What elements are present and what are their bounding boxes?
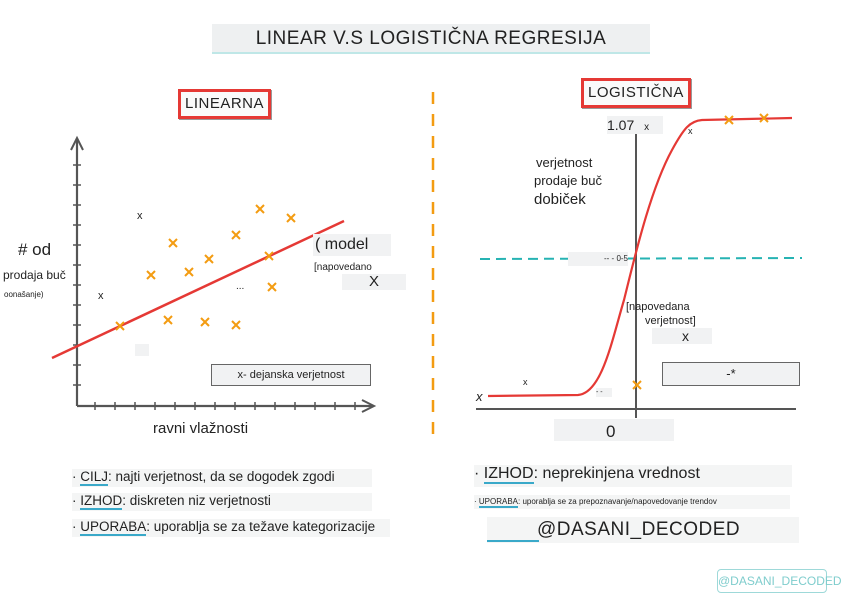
data-point <box>169 239 177 247</box>
handle-text: @DASANI_DECODED <box>487 517 799 543</box>
right-small-x: x <box>523 377 528 387</box>
left-ylabel-line1: # od <box>18 240 52 259</box>
left-legend: x- dejanska verjetnost <box>211 364 371 386</box>
left-ylabel-line2: prodaja buč <box>3 268 66 282</box>
data-point <box>256 205 264 213</box>
linear-data-points <box>116 205 295 330</box>
bullet-right-1: · IZHOD: neprekinjena vrednost <box>474 465 792 487</box>
right-x-left: x <box>476 389 483 404</box>
right-curve-marker: x <box>688 126 693 136</box>
watermark-logo: @DASANI_DECODED <box>717 569 827 593</box>
bullet-right-1-key: IZHOD <box>483 465 534 482</box>
sigmoid-curve <box>488 118 792 396</box>
data-point <box>268 283 276 291</box>
left-xlabel: ravni vlažnosti <box>153 420 249 437</box>
left-model-line1: ( model <box>313 234 391 256</box>
left-model-line2: [napovedano <box>314 262 372 273</box>
right-y-top-mark: x <box>644 122 650 133</box>
bullet-left-1-key: CILJ <box>80 469 109 484</box>
bullet-left-2-key: IZHOD <box>80 493 123 508</box>
bullet-left-3-text: : uporablja se za težave kategorizacije <box>146 519 376 534</box>
bullet-left-3: · UPORABA: uporablja se za težave kategorizacije <box>72 519 390 537</box>
right-ylabel-line3: dobiček <box>534 191 586 208</box>
right-pred-line1: [napovedana <box>626 301 690 313</box>
linear-heading: LINEARNA <box>178 89 271 119</box>
left-ylabel-line3: oonašanje) <box>4 290 44 299</box>
left-model-line3: X <box>342 274 406 290</box>
data-point <box>232 321 240 329</box>
right-pred-line2: verjetnost] <box>645 315 696 327</box>
bullet-right-2-text: : uporablja se za prepoznavanje/napovedovanje trendov <box>518 497 717 506</box>
bullet-left-3-key: UPORABA <box>80 519 147 534</box>
right-x-zero: 0 <box>554 419 674 441</box>
right-pred-line3: x <box>652 328 712 344</box>
data-point <box>287 214 295 222</box>
bullet-left-1: · CILJ: najti verjetnost, da se dogodek zgodi <box>72 469 372 487</box>
left-marker-x2: x <box>98 290 104 302</box>
half-probability-line <box>480 258 802 259</box>
right-mid-label: -- - 0-5 <box>568 252 628 266</box>
left-blank-patch <box>135 344 149 356</box>
bullet-left-2: · IZHOD: diskreten niz verjetnosti <box>72 493 372 511</box>
page-title: LINEAR V.S LOGISTIČNA REGRESIJA <box>212 24 650 54</box>
right-ylabel-line2: prodaje buč <box>534 173 602 188</box>
logistic-data-points <box>633 114 768 389</box>
logistic-heading: LOGISTIČNA <box>581 78 691 108</box>
right-y-top <box>607 116 663 134</box>
data-point <box>201 318 209 326</box>
right-legend: -* <box>662 362 800 386</box>
data-point <box>147 271 155 279</box>
linear-regression-line <box>52 221 344 358</box>
right-ylabel-line1: verjetnost <box>536 155 593 170</box>
left-dots: ... <box>236 281 245 292</box>
bullet-left-2-text: : diskreten niz verjetnosti <box>122 493 271 508</box>
right-small-dash: - - <box>596 388 612 397</box>
data-point <box>205 255 213 263</box>
bullet-right-2: · UPORABA: uporablja se za prepoznavanje/napovedovanje trendov <box>474 495 790 509</box>
bullet-right-1-text: : neprekinjena vrednost <box>533 465 700 482</box>
right-y-top-value: 1.07 <box>607 117 635 133</box>
data-point <box>185 268 193 276</box>
handle-underline <box>487 540 539 542</box>
bullet-left-1-text: : najti verjetnost, da se dogodek zgodi <box>108 469 335 484</box>
data-point <box>232 231 240 239</box>
data-point <box>164 316 172 324</box>
bullet-right-2-key: UPORABA <box>478 497 519 506</box>
left-marker-x1: x <box>137 210 143 222</box>
